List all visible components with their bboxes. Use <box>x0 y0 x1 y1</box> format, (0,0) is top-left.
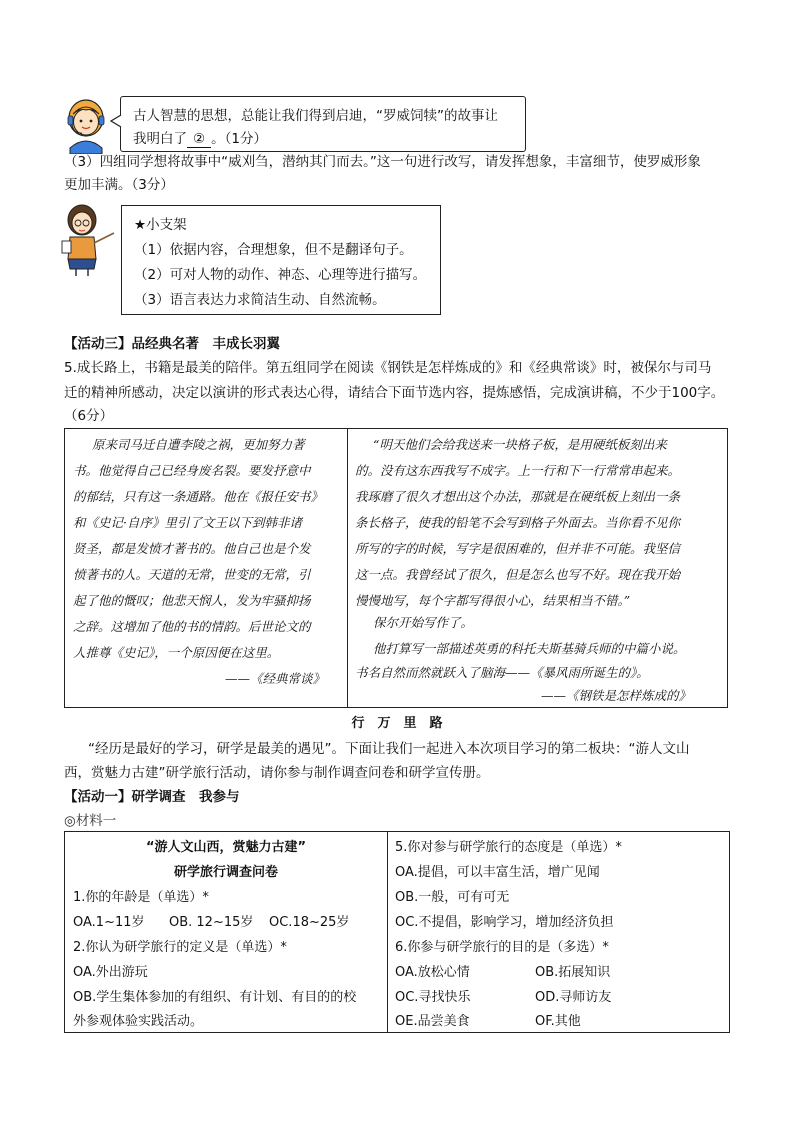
survey-table <box>64 831 730 1033</box>
survey-q1-option[interactable]: OC.18~25岁 <box>269 915 350 930</box>
tip-item: （2）可对人物的动作、神态、心理等进行描写。 <box>134 267 427 283</box>
survey-q6-option[interactable]: OD.寻师访友 <box>535 990 612 1005</box>
left-excerpt-line: 书。他觉得自己已经身废名裂。要发抒意中 <box>73 463 311 478</box>
left-excerpt-line: 原来司马迁自遭李陵之祸，更加努力著 <box>92 437 305 452</box>
activity-1-heading: 【活动一】研学调查 我参与 <box>64 789 240 805</box>
right-excerpt-line: 他打算写一部描述英勇的科托夫斯基骑兵师的中篇小说。 <box>373 641 686 656</box>
question-3-line-2: 更加丰满。（3分） <box>64 177 174 193</box>
question-3-line-1: （3）四组同学想将故事中“威刈刍，潜纳其门而去。”这一句进行改写，请发挥想象，丰富细节，使罗威形象 <box>64 154 701 170</box>
bubble-line-2 <box>133 127 267 148</box>
tip-item: （3）语言表达力求简洁生动、自然流畅。 <box>134 292 386 308</box>
survey-q2-option[interactable]: OA.外出游玩 <box>73 965 148 980</box>
bubble-prefix: 我明白了 <box>133 131 187 147</box>
survey-q6-option[interactable]: OA.放松心情 <box>395 965 470 980</box>
column-divider <box>347 429 348 707</box>
survey-q6-option[interactable]: OB.拓展知识 <box>535 965 611 980</box>
tips-title: ★小支架 <box>134 217 187 233</box>
right-excerpt-line: 书名自然而然就跃入了脑海——《暴风雨所诞生的》。 <box>355 665 649 680</box>
left-excerpt-line: 贤圣，都是发愤才著书的。他自己也是个发 <box>73 541 311 556</box>
survey-q6-option[interactable]: OF.其他 <box>535 1014 581 1029</box>
question-5-line-3: （6分） <box>64 408 114 424</box>
left-excerpt-line: 和《史记·自序》里引了文王以下到韩非诸 <box>73 515 302 530</box>
right-excerpt-line: 这一点。我曾经试了很久，但是怎么也写不好。现在我开始 <box>355 567 681 582</box>
survey-q1-option[interactable]: OA.1~11岁 <box>73 915 145 930</box>
question-5-line-2: 迁的精神所感动，决定以演讲的形式表达心得，请结合下面节选内容，提炼感悟，完成演讲稿，不少于100字。 <box>64 385 725 401</box>
left-excerpt-line: 人推尊《史记》，一个原因便在这里。 <box>73 645 280 660</box>
survey-q2-option-cont: 外参观体验实践活动。 <box>73 1014 204 1029</box>
survey-q6-option[interactable]: OC.寻找快乐 <box>395 990 471 1005</box>
bubble-pointer <box>110 114 122 128</box>
student-avatar <box>60 96 112 154</box>
right-excerpt-line: 所写的字的时候，写字是很困难的，但并非不可能。我坚信 <box>355 541 681 556</box>
left-excerpt-line: 之辞。这增加了他的书的情韵。后世论文的 <box>73 619 311 634</box>
right-excerpt-line: 慢慢地写，每个字都写得很小心，结果相当不错。” <box>355 593 631 608</box>
section-2-intro-line-1: “经历是最好的学习，研学是最美的遇见”。下面让我们一起进入本次项目学习的第二板块：“游人文山 <box>88 741 690 757</box>
section-2-intro-line-2: 西，赏魅力古建”研学旅行活动，请你参与制作调查问卷和研学宣传册。 <box>64 765 490 781</box>
survey-title-2: 研学旅行调查问卷 <box>173 865 278 880</box>
speech-bubble <box>120 96 526 152</box>
question-5-line-1: 5.成长路上，书籍是最美的陪伴。第五组同学在阅读《钢铁是怎样炼成的》和《经典常谈》时，被保尔与司马 <box>64 360 712 376</box>
survey-q5-option[interactable]: OB.一般，可有可无 <box>395 890 510 905</box>
section-2-title: 行 万 里 路 <box>351 716 443 731</box>
survey-q6: 6.你参与研学旅行的目的是（多选）* <box>395 940 609 955</box>
column-divider <box>387 832 388 1032</box>
left-excerpt-line: 的郁结，只有这一条通路。他在《报任安书》 <box>73 489 324 504</box>
survey-q5-option[interactable]: OC.不提倡，影响学习，增加经济负担 <box>395 915 614 930</box>
activity-3-heading: 【活动三】品经典名著 丰成长羽翼 <box>64 336 280 352</box>
right-excerpt-source: ——《钢铁是怎样炼成的》 <box>541 688 692 703</box>
right-excerpt-line: 保尔开始写作了。 <box>373 615 474 630</box>
left-excerpt-line: 起了他的慨叹；他悲天悯人，发为牢骚抑扬 <box>73 593 311 608</box>
right-excerpt-line: 我琢磨了很久才想出这个办法，那就是在硬纸板上刻出一条 <box>355 489 681 504</box>
survey-q6-option[interactable]: OE.品尝美食 <box>395 1014 470 1029</box>
tips-box <box>121 205 441 315</box>
bubble-suffix: 。（1分） <box>211 131 267 147</box>
teacher-avatar <box>60 203 116 277</box>
survey-q2: 2.你认为研学旅行的定义是（单选）* <box>73 940 287 955</box>
reading-excerpts-table <box>64 428 728 708</box>
survey-q5-option[interactable]: OA.提倡，可以丰富生活，增广见闻 <box>395 865 600 880</box>
survey-q5: 5.你对参与研学旅行的态度是（单选）* <box>395 840 622 855</box>
left-excerpt-source: ——《经典常谈》 <box>225 671 326 686</box>
bubble-line-1: 古人智慧的思想，总能让我们得到启迪，“罗威饲犊”的故事让 <box>133 108 498 124</box>
survey-q1-option[interactable]: OB. 12~15岁 <box>169 915 254 930</box>
tip-item: （1）依据内容，合理想象，但不是翻译句子。 <box>134 242 413 258</box>
left-excerpt-line: 愤著书的人。天道的无常，世变的无常，引 <box>73 567 311 582</box>
right-excerpt-line: 的。没有这东西我写不成字。上一行和下一行常常串起来。 <box>355 463 681 478</box>
survey-q1: 1.你的年龄是（单选）* <box>73 890 209 905</box>
survey-title-1: “游人文山西，赏魅力古建” <box>145 840 307 855</box>
right-excerpt-line: 条长格子，使我的铅笔不会写到格子外面去。当你看不见你 <box>355 515 681 530</box>
material-1-label: ◎材料一 <box>64 813 117 829</box>
survey-q2-option[interactable]: OB.学生集体参加的有组织、有计划、有目的的校 <box>73 990 357 1005</box>
right-excerpt-line: “明天他们会给我送来一块格子板，是用硬纸板刻出来 <box>373 437 667 452</box>
answer-blank-2[interactable]: ② <box>187 131 211 148</box>
